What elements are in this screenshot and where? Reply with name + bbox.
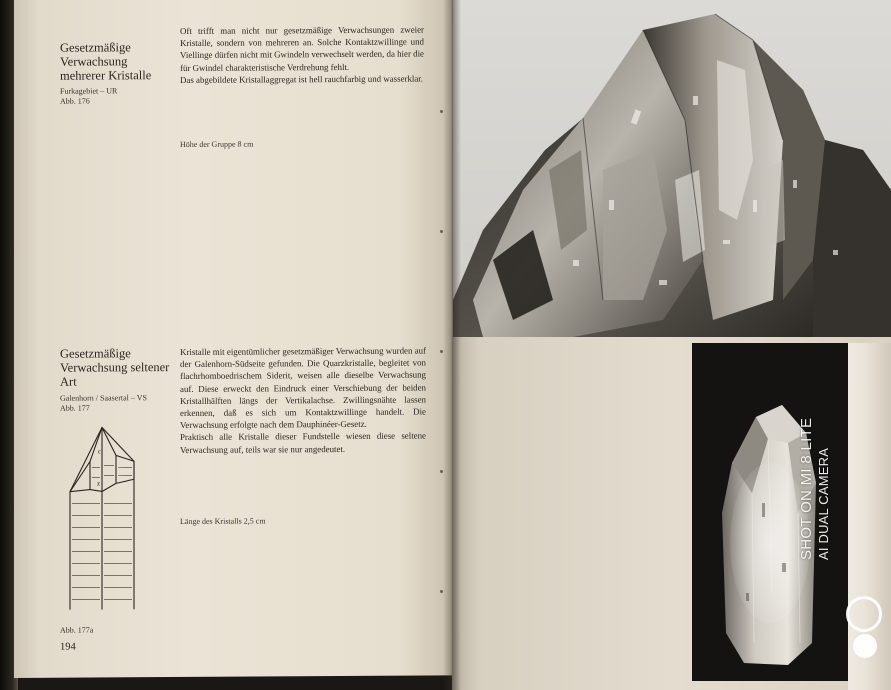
section1-body (180, 23, 424, 86)
page-number: 194 (60, 641, 76, 653)
section2-paragraph: Kristalle mit eigentümlicher gesetzmäßiger Verwachsung wurden auf der Galenhorn-Südseite gefunden. Die Quarzkristalle, begleitet von flachrhomboedrischem Siderit, weisen alle dieselbe Verwachsung auf. Diese erweckt den Eindruck einer Verschiebung der beiden Kristallhälften längs der Vertikalachse. Zwillingsnähte lassen erkennen, daß es sich um Kontaktzwillinge handelt. Die Verwachsung erfolgte nach dem Dauphinéer-Gesetz. (180, 345, 426, 431)
section1-figure-ref: Abb. 176 (60, 96, 90, 106)
section1-paragraph-2: Das abgebildete Kristallaggregat ist hell rauchfarbig und wasserklar. (180, 73, 423, 85)
camera-watermark (798, 380, 832, 560)
binding-stitches (439, 0, 445, 690)
section1-location: Furkagebiet – UR (60, 86, 118, 96)
section2-location: Galenhorn / Saasertal – VS (60, 393, 147, 403)
watermark-line-1: SHOT ON MI 8 LITE (798, 417, 815, 560)
crystal-line-drawing (54, 419, 154, 620)
section2-note: Länge des Kristalls 2,5 cm (180, 516, 266, 526)
section2-heading-line: Verwachsung seltener (60, 360, 170, 375)
section1-heading-line: Gesetzmäßige (60, 40, 131, 55)
drawing-mark-c: c (98, 447, 102, 456)
section2-heading (60, 346, 169, 389)
left-page (14, 0, 452, 678)
section2-caption (60, 393, 147, 414)
section2-figure-ref: Abb. 177 (60, 403, 90, 413)
section1-note: Höhe der Gruppe 8 cm (180, 139, 254, 149)
drawing-caption: Abb. 177a (60, 625, 94, 635)
crystal-group-image (453, 0, 891, 337)
section1-heading-line: Verwachsung (60, 54, 128, 69)
crystal-group-photo (453, 0, 891, 337)
section2-heading-line: Gesetzmäßige (60, 346, 131, 361)
watermark-line-2: AI DUAL CAMERA (816, 447, 831, 560)
section1-paragraph: Oft trifft man nicht nur gesetzmäßige Verwachsungen zweier Kristalle, sondern von mehreren an. Solche Kontaktzwillinge und Viellinge dürfen nicht mit Gwindeln verwechselt werden, da hier die für Gwindel charakteristische Verdrehung fehlt. (180, 24, 424, 73)
section2-heading-line: Art (60, 374, 77, 389)
section1-heading (60, 40, 151, 83)
section1-caption (60, 86, 117, 106)
watermark-dot-icon (853, 634, 877, 658)
section2-body (180, 344, 426, 455)
drawing-mark-z: z (97, 479, 101, 488)
section1-heading-line: mehrerer Kristalle (60, 68, 152, 83)
watermark-ring-icon (846, 596, 882, 632)
book-gutter (443, 0, 461, 690)
section2-paragraph-2: Praktisch alle Kristalle dieser Fundstelle wiesen diese seltene Verwachsung auf, teils war sie nur angedeutet. (180, 430, 426, 455)
